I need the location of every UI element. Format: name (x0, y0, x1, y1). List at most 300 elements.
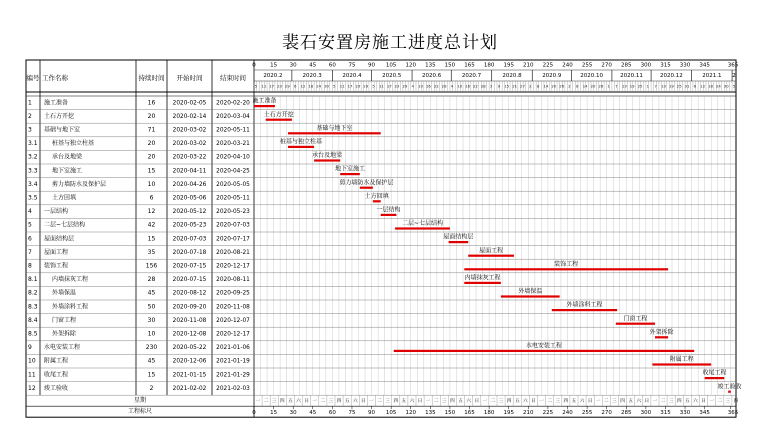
weekday-label: 一 (312, 399, 318, 405)
task-end-date: 2020-11-08 (216, 304, 250, 311)
scale-tick-label: 30 (289, 410, 297, 417)
scale-tick-label: 150 (444, 62, 456, 69)
scale-tick-label: 60 (328, 410, 336, 417)
task-bar-label: 水电安装工程 (525, 342, 562, 350)
day-label: 8 (576, 83, 579, 89)
task-start-date: 2020-04-11 (172, 168, 207, 175)
task-start-date: 2020-02-14 (172, 113, 207, 120)
weekday-label: 四 (280, 399, 285, 405)
weekday-label: 六 (693, 399, 698, 405)
task-start-date: 2021-02-02 (172, 385, 207, 392)
task-end-date: 2020-08-11 (216, 277, 250, 284)
task-bar-label: 屋面工程 (479, 247, 504, 255)
task-start-date: 2020-07-18 (172, 249, 207, 256)
task-duration: 15 (147, 167, 156, 175)
task-name: 内墙抹灰工程 (52, 276, 89, 284)
task-duration: 230 (145, 344, 158, 352)
task-name: 装饰工程 (44, 262, 69, 270)
task-id: 3 (28, 126, 32, 134)
task-end-date: 2020-12-07 (216, 317, 250, 324)
scale-tick-label: 75 (348, 410, 356, 417)
column-header: 持续时间 (138, 74, 165, 82)
weekday-label: 三 (555, 399, 561, 405)
day-label: 25 (637, 83, 643, 89)
task-name: 施工准备 (44, 99, 69, 107)
task-end-date: 2020-05-23 (216, 209, 250, 216)
task-bar-label: 地下室施工 (335, 165, 366, 173)
task-bar (652, 363, 711, 365)
weekday-label: 一 (539, 399, 544, 405)
scale-tick-label: 345 (699, 62, 710, 69)
weekday-label: 三 (668, 399, 674, 405)
task-id: 3.4 (28, 180, 38, 188)
task-name: 屋面结构层 (44, 235, 75, 243)
day-label: 4 (450, 83, 454, 89)
task-bar-label: 基础与地下室 (316, 124, 353, 132)
task-end-date: 2021-02-03 (216, 385, 250, 392)
weekday-label: 一 (595, 399, 601, 405)
task-bar-label: 门窗工程 (623, 315, 648, 323)
task-id: 3.1 (28, 140, 38, 148)
task-duration: 16 (147, 99, 156, 107)
task-bar-label: 收尾工程 (702, 369, 727, 377)
task-name: 附属工程 (44, 357, 69, 365)
day-label: 20 (590, 83, 596, 89)
weekday-label: 二 (320, 399, 326, 405)
task-start-date: 2020-08-12 (172, 290, 207, 297)
weekday-label: 二 (604, 399, 609, 405)
scale-tick-label: 30 (289, 62, 297, 69)
weekday-label: 二 (547, 399, 552, 405)
scale-tick-label: 180 (483, 62, 495, 69)
day-label: 29 (402, 83, 408, 89)
task-bar (616, 323, 655, 325)
month-label: 2020.9 (542, 73, 562, 79)
task-end-date: 2020-07-17 (216, 236, 250, 243)
scale-tick-label: 240 (562, 62, 573, 69)
task-bar-label: 一层结构 (376, 206, 401, 214)
task-start-date: 2020-05-12 (172, 209, 207, 216)
column-header: 结束时间 (220, 74, 246, 82)
scale-tick-label: 225 (542, 410, 554, 417)
day-label: 10 (418, 83, 424, 89)
task-id: 5 (28, 221, 32, 229)
weekday-label: 五 (401, 399, 407, 405)
weekday-label: 二 (433, 399, 439, 405)
weekday-label: 六 (409, 399, 415, 405)
weekday-label: 四 (336, 399, 342, 405)
task-start-date: 2020-04-26 (172, 181, 207, 188)
scale-tick-label: 285 (621, 410, 632, 417)
weekday-label: 四 (506, 399, 512, 405)
day-label: 4 (411, 83, 414, 89)
task-bar-label: 装饰工程 (554, 260, 579, 268)
month-label: 2 (732, 73, 736, 79)
task-duration: 20 (147, 140, 156, 148)
task-id: 8 (28, 262, 32, 270)
day-label: 11 (261, 83, 267, 89)
task-id: 3.3 (28, 167, 38, 175)
task-id: 8.2 (28, 289, 38, 297)
scale-tick-label: 60 (328, 62, 336, 69)
weekday-label: 一 (482, 399, 488, 405)
scale-tick-label: 45 (309, 62, 317, 69)
task-duration: 10 (147, 330, 156, 338)
scale-tick-label: 345 (699, 410, 710, 417)
scale-tick-label: 270 (601, 62, 612, 69)
task-bar-label: 施工准备 (252, 97, 277, 105)
task-end-date: 2020-12-17 (216, 331, 250, 338)
task-duration: 10 (147, 180, 156, 188)
scale-tick-label: 240 (562, 410, 573, 417)
task-bar-label: 剪力墙防水及保护层 (339, 179, 394, 187)
weekday-label: 五 (514, 399, 520, 405)
scale-tick-label: 120 (405, 62, 416, 69)
weekday-label: 日 (644, 399, 650, 405)
column-header: 开始时间 (176, 74, 203, 82)
scale-tick-label: 270 (601, 410, 612, 417)
task-end-date: 2021-01-06 (216, 345, 250, 352)
day-label: 13 (621, 83, 627, 89)
task-name: 地下室施工 (52, 167, 83, 175)
weekday-label: 一 (652, 399, 658, 405)
day-label: 1 (646, 83, 650, 89)
task-bar-label: 竣工验收 (717, 383, 742, 391)
task-id: 12 (28, 384, 36, 392)
day-label: 14 (582, 83, 588, 89)
scale-tick-label: 180 (483, 410, 495, 417)
task-duration: 20 (147, 112, 156, 120)
scale-tick-label: 210 (523, 410, 534, 417)
task-start-date: 2020-11-08 (172, 317, 207, 324)
page-title: 裴石安置房施工进度总计划 (282, 33, 498, 53)
weekday-label: 三 (271, 399, 277, 405)
footer-week-label: 星期 (133, 397, 147, 405)
task-name: 收尾工程 (44, 371, 69, 379)
scale-tick-label: 255 (581, 62, 593, 69)
scale-tick-label: 255 (581, 410, 593, 417)
task-bar (464, 268, 668, 270)
day-label: 27 (520, 83, 525, 89)
task-bar (552, 309, 617, 311)
month-label: 2020.3 (302, 73, 322, 79)
weekday-label: 二 (490, 399, 496, 405)
task-name: 屋面工程 (44, 248, 69, 256)
day-label: 12 (300, 83, 306, 89)
task-bar (340, 173, 360, 175)
weekday-label: 一 (255, 399, 261, 405)
day-label: 5 (372, 83, 375, 89)
task-id: 7 (28, 248, 32, 256)
task-bar (449, 241, 469, 243)
task-id: 10 (28, 357, 36, 365)
weekday-label: 五 (458, 399, 463, 405)
task-duration: 45 (147, 289, 156, 297)
day-label: 18 (308, 83, 314, 89)
task-end-date: 2020-02-20 (216, 100, 250, 107)
scale-tick-label: 90 (368, 62, 376, 69)
task-bar (373, 200, 381, 202)
month-label: 2020.10 (580, 73, 604, 79)
task-id: 8.3 (28, 303, 38, 311)
task-id: 8.4 (28, 316, 38, 324)
task-name: 水电安装工程 (44, 344, 81, 352)
day-label: 18 (708, 83, 713, 89)
weekday-label: 三 (442, 399, 447, 405)
scale-tick-label: 15 (270, 62, 278, 69)
scale-tick-label: 90 (368, 410, 376, 417)
weekday-label: 五 (344, 399, 350, 405)
month-label: 2020.2 (263, 73, 283, 79)
weekday-label: 五 (571, 399, 577, 405)
scale-tick-label: 105 (385, 410, 397, 417)
weekday-label: 日 (474, 399, 480, 405)
day-label: 2 (568, 83, 571, 89)
task-start-date: 2020-07-15 (172, 263, 207, 270)
scale-tick-label: 150 (444, 410, 456, 417)
task-end-date: 2020-05-11 (216, 195, 250, 202)
scale-tick-label: 225 (542, 62, 554, 69)
task-end-date: 2021-01-29 (216, 372, 250, 379)
task-name: 桩基与独立柱基 (52, 140, 95, 148)
day-label: 6 (693, 83, 697, 89)
day-label: 3 (489, 83, 493, 89)
weekday-label: 六 (579, 399, 585, 405)
weekday-label: 四 (393, 399, 399, 405)
task-end-date: 2020-03-04 (216, 113, 250, 120)
task-bar (360, 187, 373, 189)
day-label: 13 (661, 83, 666, 89)
task-end-date: 2020-04-25 (216, 168, 250, 175)
task-bar (381, 214, 397, 216)
weekday-label: 三 (612, 399, 617, 405)
task-duration: 35 (147, 248, 156, 256)
scale-tick-label: 0 (252, 62, 256, 69)
task-duration: 156 (145, 262, 158, 270)
task-name: 土石方开挖 (44, 112, 75, 120)
task-bar (288, 146, 314, 148)
task-start-date: 2020-02-05 (172, 100, 207, 107)
day-label: 6 (293, 83, 297, 89)
task-name: 土方回填 (52, 194, 77, 202)
scale-tick-label: 365 (727, 410, 739, 417)
scale-tick-label: 165 (464, 62, 475, 69)
scale-tick-label: 120 (405, 410, 416, 417)
day-label: 30 (324, 83, 329, 89)
task-bar (705, 377, 725, 379)
weekday-label: 四 (676, 399, 682, 405)
task-start-date: 2020-07-03 (172, 236, 207, 243)
day-label: 23 (277, 83, 282, 89)
task-duration: 30 (147, 316, 156, 324)
weekday-label: 一 (369, 399, 374, 405)
day-label: 5 (254, 83, 258, 89)
task-duration: 2 (149, 384, 154, 392)
day-label: 28 (480, 83, 486, 89)
task-end-date: 2020-03-21 (216, 141, 250, 148)
task-start-date: 2021-01-15 (172, 372, 207, 379)
task-duration: 6 (149, 194, 154, 202)
day-label: 5 (732, 83, 736, 89)
task-bar (266, 119, 292, 121)
scale-tick-label: 330 (679, 62, 691, 69)
task-duration: 15 (147, 371, 156, 379)
scale-tick-label: 15 (270, 410, 278, 417)
weekday-label: 日 (701, 399, 706, 405)
column-header: 工作名称 (42, 74, 68, 82)
task-bar (655, 336, 668, 338)
task-bar-label: 外架拆除 (649, 328, 674, 336)
day-label: 9 (497, 83, 501, 89)
task-id: 8.5 (28, 330, 38, 338)
day-label: 23 (394, 83, 400, 89)
task-bar (394, 350, 694, 352)
day-label: 15 (504, 83, 510, 89)
task-name: 基础与地下室 (44, 126, 81, 134)
month-label: 2020.8 (502, 73, 522, 79)
weekday-label: 日 (361, 399, 366, 405)
day-label: 12 (700, 83, 706, 89)
weekday-label: 五 (685, 399, 690, 405)
day-label: 22 (433, 83, 439, 89)
task-name: 外墙保温 (52, 289, 77, 297)
task-start-date: 2020-03-22 (172, 154, 207, 161)
day-label: 24 (715, 83, 721, 89)
task-bar-label: 外墙涂料工程 (566, 301, 603, 309)
scale-tick-label: 300 (640, 62, 652, 69)
day-label: 2 (529, 83, 532, 89)
day-label: 23 (355, 83, 361, 89)
task-id: 3.2 (28, 153, 38, 161)
task-bar (288, 132, 381, 134)
task-end-date: 2020-04-10 (216, 154, 250, 161)
weekday-label: 二 (377, 399, 382, 405)
task-id: 4 (28, 208, 32, 216)
day-label: 11 (339, 83, 345, 89)
task-id: 6 (28, 235, 32, 243)
task-id: 11 (28, 371, 36, 379)
scale-tick-label: 315 (660, 62, 671, 69)
day-label: 21 (512, 83, 518, 89)
scale-tick-label: 365 (727, 62, 739, 69)
day-label: 24 (316, 83, 322, 89)
day-label: 19 (629, 83, 635, 89)
weekday-label: 六 (466, 399, 471, 405)
day-label: 31 (684, 83, 690, 89)
task-name: 竣工验收 (44, 384, 69, 392)
footer-scale-label: 工程标尺 (127, 408, 153, 416)
task-bar (395, 227, 450, 229)
task-start-date: 2020-05-22 (172, 345, 207, 352)
task-end-date: 2020-08-21 (216, 249, 250, 256)
column-header: 编号 (26, 74, 40, 82)
weekday-label: 日 (417, 399, 423, 405)
task-start-date: 2020-09-20 (172, 304, 207, 311)
task-end-date: 2020-05-11 (216, 127, 250, 134)
task-name: 外墙涂料工程 (52, 303, 89, 311)
month-label: 2021.1 (702, 73, 722, 79)
scale-tick-label: 0 (252, 410, 256, 417)
day-label: 11 (378, 83, 384, 89)
day-label: 22 (473, 83, 478, 89)
task-bar (501, 295, 560, 297)
weekday-label: 五 (288, 399, 293, 405)
day-label: 26 (559, 83, 565, 89)
weekday-label: 二 (717, 399, 723, 405)
month-label: 2020.5 (382, 73, 402, 79)
task-start-date: 2020-05-23 (172, 222, 207, 229)
task-name: 一层结构 (44, 208, 69, 216)
day-label: 30 (723, 83, 729, 89)
scale-tick-label: 165 (464, 410, 475, 417)
scale-tick-label: 330 (679, 410, 691, 417)
task-start-date: 2020-03-02 (172, 141, 207, 148)
scale-tick-label: 195 (503, 410, 514, 417)
day-label: 5 (333, 83, 336, 89)
task-start-date: 2020-12-08 (172, 331, 207, 338)
task-id: 1 (28, 99, 32, 107)
day-label: 14 (543, 83, 549, 89)
month-label: 2020.4 (342, 73, 362, 79)
day-label: 17 (386, 83, 392, 89)
weekday-label: 三 (725, 399, 731, 405)
task-end-date: 2020-05-05 (216, 181, 250, 188)
task-bar-label: 二层~七层结构 (401, 220, 444, 228)
task-start-date: 2020-03-02 (172, 127, 207, 134)
weekday-label: 日 (304, 399, 309, 405)
task-bar (468, 255, 514, 257)
task-duration: 28 (147, 276, 156, 284)
day-label: 26 (598, 83, 604, 89)
task-bar (314, 159, 340, 161)
task-duration: 45 (147, 357, 156, 365)
task-duration: 12 (147, 208, 156, 216)
month-label: 2020.12 (659, 73, 683, 79)
task-end-date: 2020-12-17 (216, 263, 250, 270)
scale-tick-label: 210 (523, 62, 534, 69)
task-bar-label: 外墙保温 (518, 288, 543, 296)
weekday-label: 五 (628, 399, 633, 405)
day-label: 29 (363, 83, 369, 89)
task-id: 9 (28, 344, 32, 352)
task-duration: 42 (147, 221, 156, 229)
month-label: 2020.7 (461, 73, 482, 79)
day-label: 29 (284, 83, 290, 89)
task-duration: 71 (147, 126, 156, 134)
task-bar-label: 承台及地梁 (312, 152, 343, 160)
task-name: 二层~七层结构 (44, 221, 86, 229)
task-bar (254, 105, 275, 107)
weekday-label: 四 (450, 399, 455, 405)
task-id: 8.1 (28, 276, 38, 284)
day-label: 19 (668, 83, 674, 89)
weekday-label: 三 (385, 399, 390, 405)
weekday-label: 六 (296, 399, 301, 405)
weekday-label: 四 (620, 399, 625, 405)
task-name: 门窗工程 (52, 316, 77, 324)
weekday-label: 二 (263, 399, 269, 405)
task-duration: 50 (147, 303, 156, 311)
day-label: 8 (536, 83, 540, 89)
task-name: 外架拆除 (52, 330, 77, 338)
task-duration: 15 (147, 235, 156, 243)
task-end-date: 2020-07-03 (216, 222, 250, 229)
task-bar-label: 屋面结构层 (443, 233, 474, 241)
day-label: 28 (441, 83, 447, 89)
weekday-label: 三 (498, 399, 504, 405)
day-label: 10 (457, 83, 463, 89)
scale-tick-label: 285 (621, 62, 632, 69)
